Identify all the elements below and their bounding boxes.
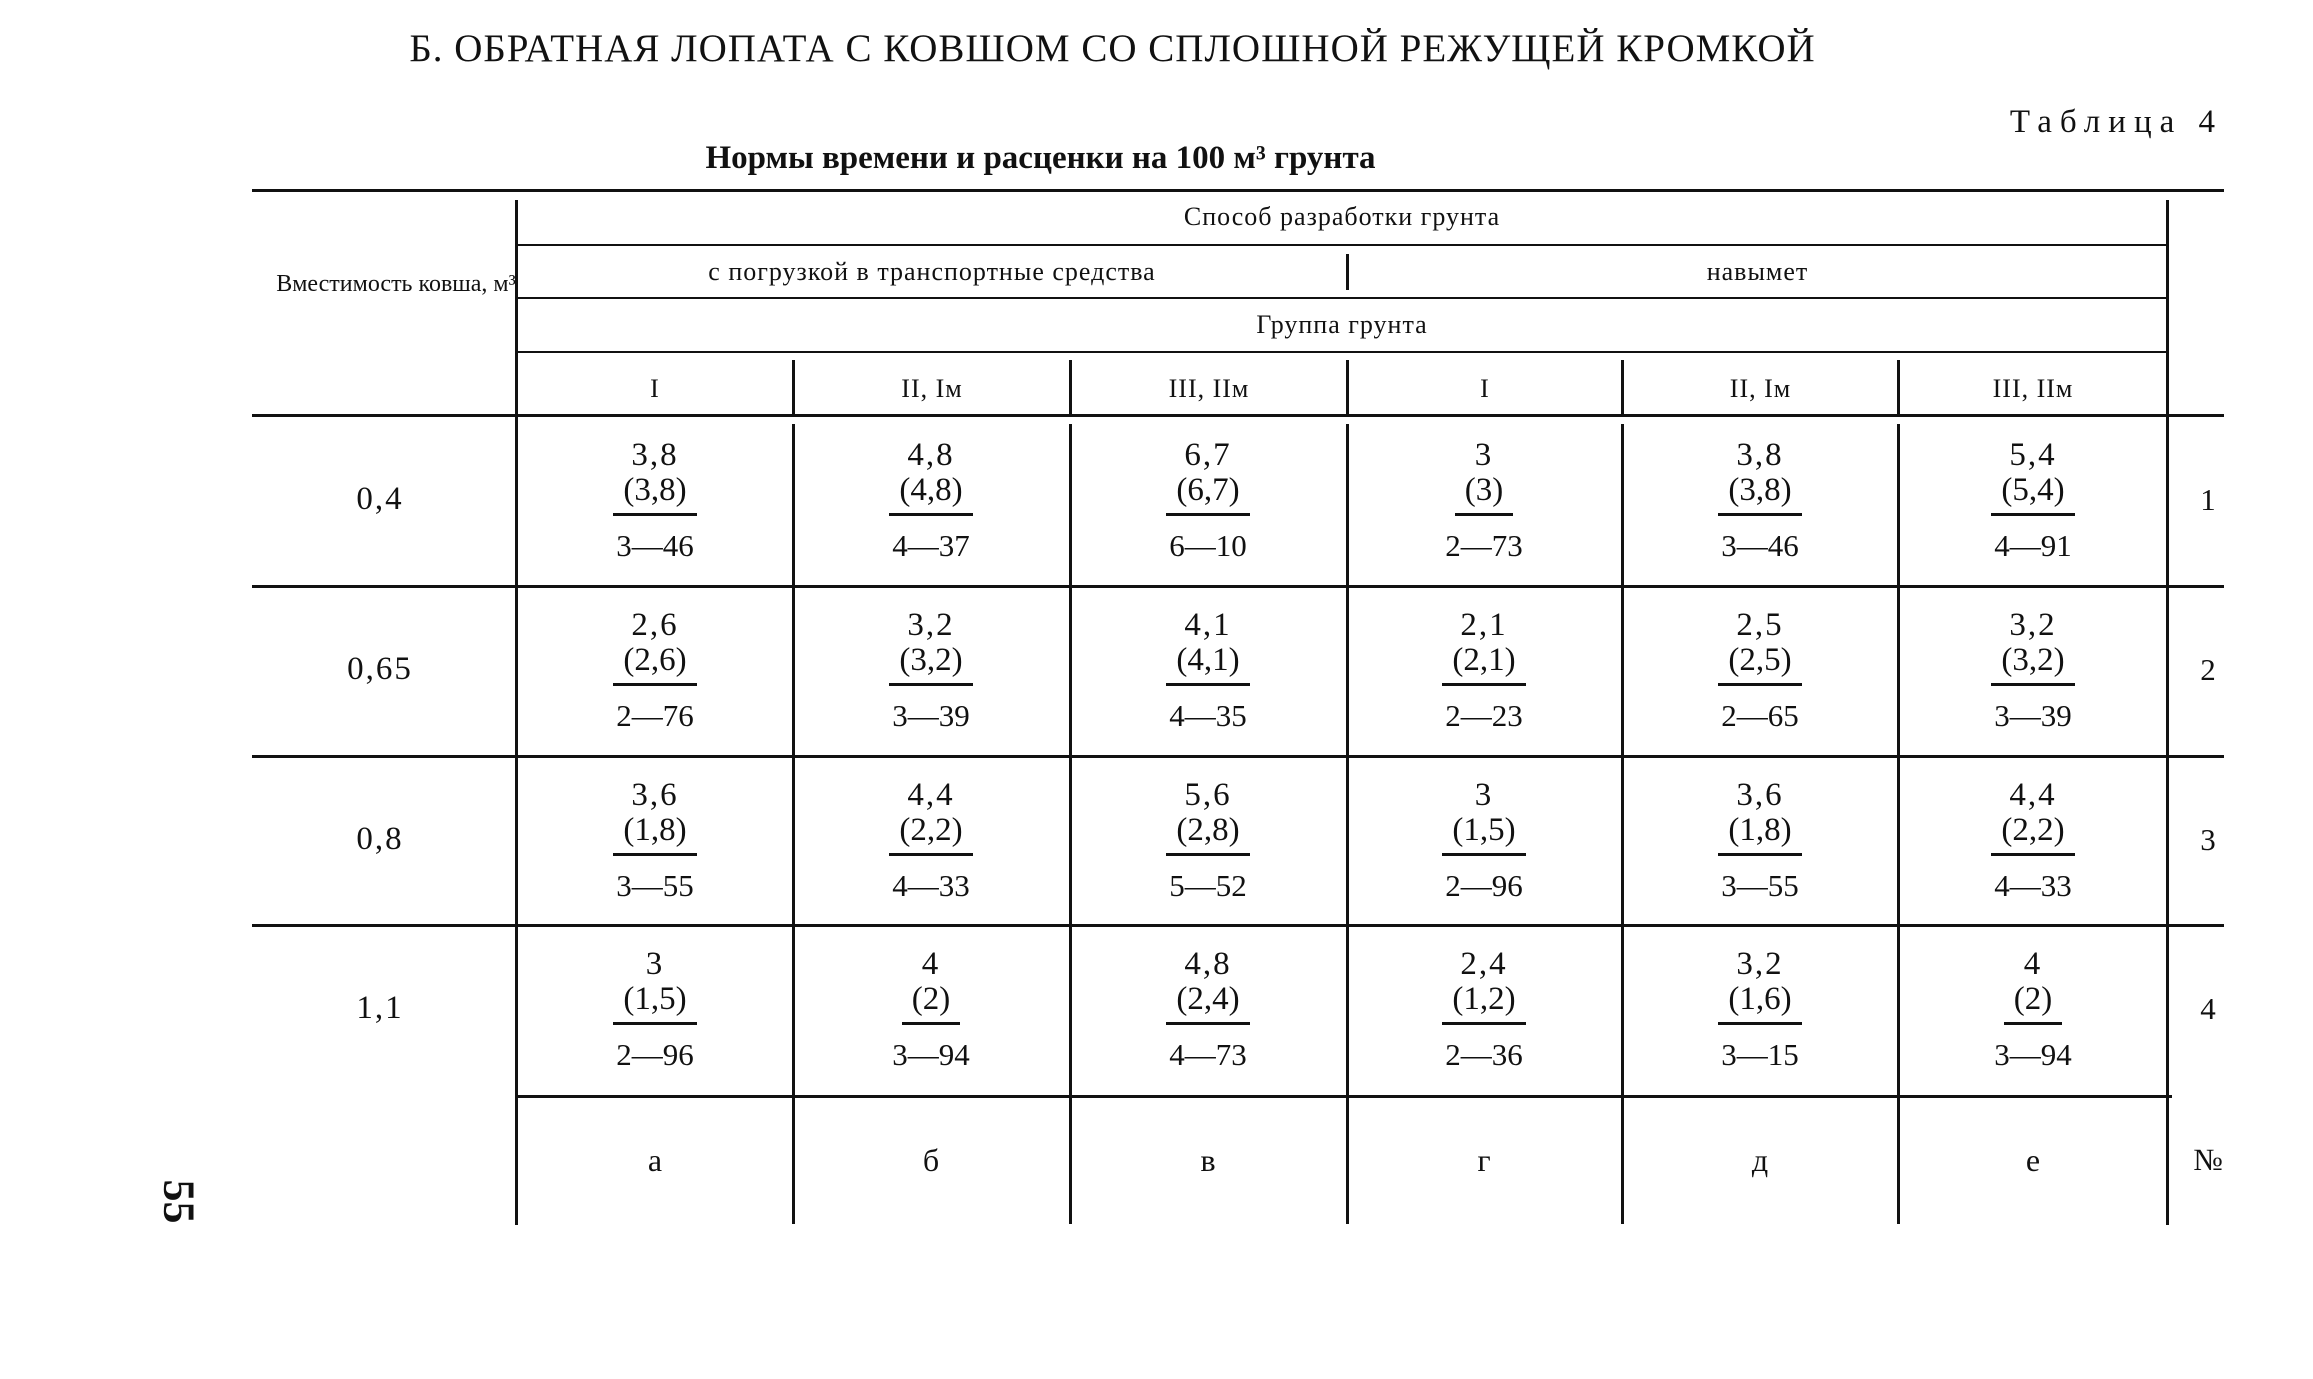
table-cell: 4,1 (4,1) 4—35 (1108, 609, 1308, 731)
table-cell: 4 (2) 3—94 (892, 946, 970, 1072)
header-group: Группа грунта (1256, 310, 1428, 339)
table-cell: 3,2 (1,6) 3—15 (1660, 948, 1860, 1070)
row-number: 1 (2200, 482, 2216, 517)
row-capacity: 0,8 (356, 821, 404, 857)
table-caption: Нормы времени и расценки на 100 м³ грунта (705, 140, 1376, 176)
table-cell: 4,8 (4,8) 4—37 (831, 439, 1031, 561)
group-col-f: III, IIм (1992, 374, 2074, 403)
row-capacity: 0,4 (356, 481, 404, 517)
number-symbol: № (2193, 1142, 2223, 1177)
table-cell: 5,4 (5,4) 4—91 (1933, 439, 2133, 561)
page-number: 55 (154, 1179, 204, 1224)
group-col-e: II, Iм (1729, 374, 1792, 403)
column-letter: б (922, 1142, 940, 1178)
table-cell: 2,4 (1,2) 2—36 (1384, 948, 1584, 1070)
table-cell: 2,1 (2,1) 2—23 (1384, 609, 1584, 731)
table-cell: 3 (1,5) 2—96 (555, 948, 755, 1070)
table-cell: 5,6 (2,8) 5—52 (1108, 779, 1308, 901)
table-cell: 4,8 (2,4) 4—73 (1108, 948, 1308, 1070)
row-capacity: 0,65 (347, 651, 413, 687)
section-title: Б. ОБРАТНАЯ ЛОПАТА С КОВШОМ СО СПЛОШНОЙ РЕЖУЩЕЙ КРОМКОЙ (409, 27, 1816, 70)
column-letter: а (647, 1142, 663, 1178)
table-cell: 2,5 (2,5) 2—65 (1660, 609, 1860, 731)
table-cell: 3,2 (3,2) 3—39 (831, 609, 1031, 731)
header-method: Способ разработки грунта (1183, 202, 1501, 231)
table-cell: 3,2 (3,2) 3—39 (1933, 609, 2133, 731)
table-cell: 2,6 (2,6) 2—76 (555, 609, 755, 731)
table-cell: 6,7 (6,7) 6—10 (1108, 439, 1308, 561)
table-cell: 3,6 (1,8) 3—55 (555, 779, 755, 901)
column-letter: е (2025, 1142, 2041, 1178)
table-cell: 3,6 (1,8) 3—55 (1660, 779, 1860, 901)
column-letter: д (1751, 1142, 1769, 1178)
header-loading: с погрузкой в транспортные средства (708, 257, 1156, 286)
table-cell: 4 (2) 3—94 (1994, 946, 2072, 1072)
column-letter: г (1477, 1142, 1491, 1178)
row-number: 2 (2200, 652, 2216, 687)
table-cell: 3,8 (3,8) 3—46 (555, 439, 755, 561)
header-capacity: Вместимость ковша, м³ (276, 271, 516, 297)
header-dump: навымет (1706, 257, 1809, 286)
table-cell: 3,8 (3,8) 3—46 (1660, 439, 1860, 561)
table-cell: 3 (3) 2—73 (1445, 437, 1523, 563)
table-cell: 4,4 (2,2) 4—33 (1933, 779, 2133, 901)
group-col-c: III, IIм (1168, 374, 1250, 403)
row-number: 3 (2200, 822, 2216, 857)
group-col-b: II, Iм (901, 374, 963, 403)
row-capacity: 1,1 (356, 990, 404, 1026)
group-col-d: I (1480, 374, 1490, 403)
table-cell: 3 (1,5) 2—96 (1384, 779, 1584, 901)
column-letter: в (1200, 1142, 1216, 1178)
table-cell: 4,4 (2,2) 4—33 (831, 779, 1031, 901)
group-col-a: I (650, 374, 660, 403)
row-number: 4 (2200, 991, 2216, 1026)
table-label: Таблица 4 (2009, 104, 2223, 140)
